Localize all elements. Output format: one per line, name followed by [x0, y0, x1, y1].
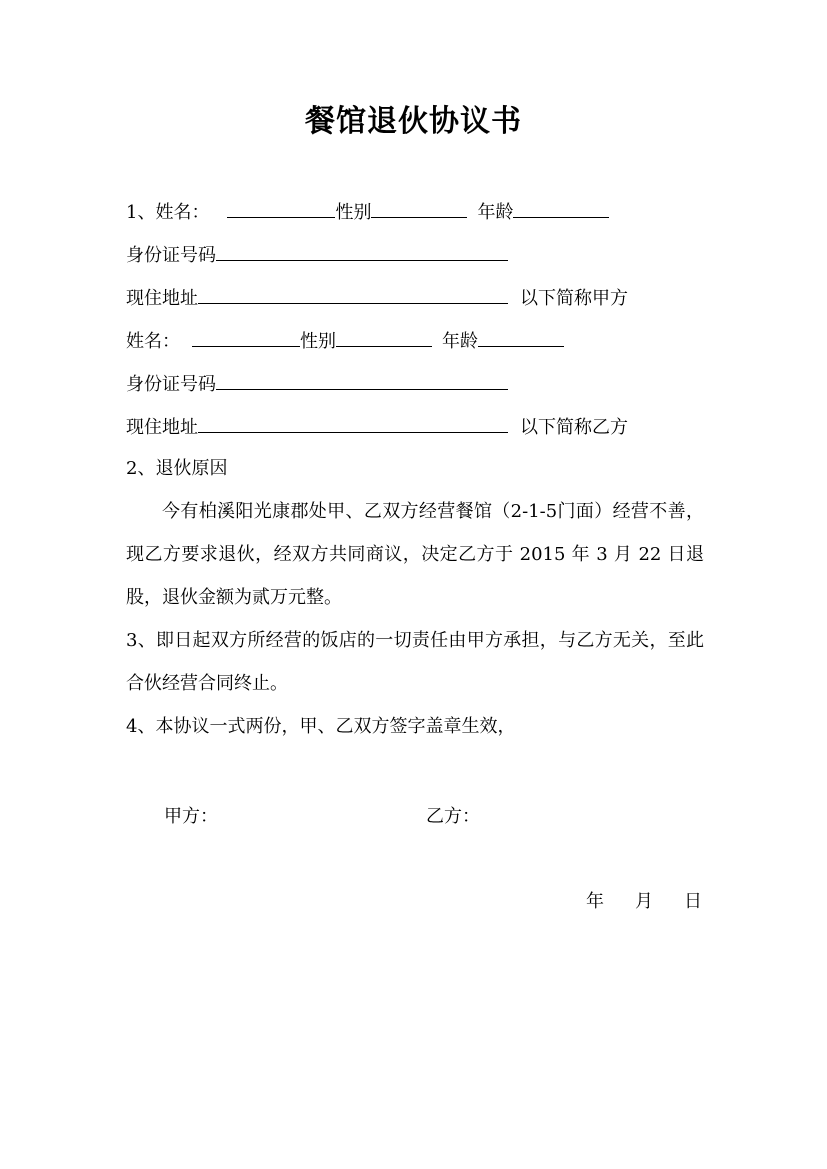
date-month-label: 月: [635, 891, 653, 912]
party-a-id-row: [126, 240, 508, 269]
clause-2-body: 今有柏溪阳光康郡处甲、乙双方经营餐馆（2-1-5门面）经营不善，现乙方要求退伙，经双方共同商议，决定乙方于 2015 年 3 月 22 日退股，退伙金额为贰万元整。: [126, 501, 704, 608]
party-a-abbrev: 以下简称甲方: [520, 288, 628, 309]
party-a-name-label: 1、姓名：: [126, 202, 210, 223]
party-a-age-field[interactable]: [513, 197, 609, 218]
party-a-id-label: 身份证号码: [126, 245, 216, 266]
party-b-address-row: [126, 412, 628, 441]
party-a-address-row: [126, 283, 628, 312]
party-b-gender-field[interactable]: [336, 326, 432, 347]
party-b-abbrev: 以下简称乙方: [520, 417, 628, 438]
party-a-address-label: 现住地址: [126, 288, 198, 309]
party-b-gender-label: 性别: [300, 331, 336, 352]
party-b-name-label: 姓名：: [126, 331, 180, 352]
party-a-gender-field[interactable]: [371, 197, 467, 218]
party-a-gender-label: 性别: [335, 202, 372, 223]
clause-4: 4、本协议一式两份，甲、乙双方签字盖章生效，: [126, 716, 516, 737]
party-a-id-field[interactable]: [216, 240, 508, 261]
party-a-signature-label: 甲方：: [164, 806, 218, 827]
party-b-address-field[interactable]: [198, 412, 508, 433]
date-day-label: 日: [684, 891, 702, 912]
party-a-age-label: 年龄: [477, 202, 514, 223]
party-b-address-label: 现住地址: [126, 417, 198, 438]
party-b-id-field[interactable]: [216, 369, 508, 390]
clause-2-heading: 2、退伙原因: [126, 458, 228, 479]
date-year-label: 年: [586, 891, 604, 912]
party-b-signature-label: 乙方：: [426, 806, 480, 827]
party-b-age-field[interactable]: [478, 326, 564, 347]
party-a-name-row: [126, 197, 609, 226]
party-b-name-row: [126, 326, 564, 355]
document-title: 餐馆退伙协议书: [305, 104, 522, 139]
party-b-name-field[interactable]: [192, 326, 300, 347]
clause-3: 3、即日起双方所经营的饭店的一切责任由甲方承担，与乙方无关，至此合伙经营合同终止。: [126, 630, 704, 694]
party-a-name-field[interactable]: [227, 197, 335, 218]
party-b-id-row: [126, 369, 508, 398]
party-a-address-field[interactable]: [198, 283, 508, 304]
party-b-id-label: 身份证号码: [126, 374, 216, 395]
party-b-age-label: 年龄: [442, 331, 478, 352]
